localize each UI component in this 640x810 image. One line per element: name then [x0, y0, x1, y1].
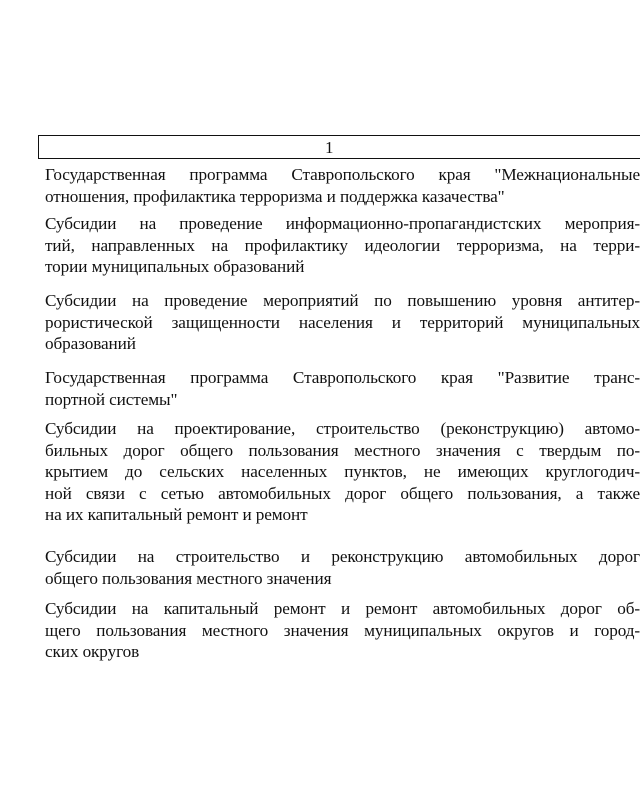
text-line: образований: [45, 334, 136, 353]
text-line: на их капитальный ремонт и ремонт: [45, 505, 308, 524]
text-line: тий, направленных на профилактику идеологии терроризма, на терри-: [45, 235, 640, 255]
text-line: ной связи с сетью автомобильных дорог общего пользования, а также: [45, 483, 640, 503]
column-number: 1: [325, 138, 334, 157]
text-line: Государственная программа Ставропольского края "Развитие транс-: [45, 368, 640, 387]
table-header-row: [38, 135, 640, 159]
text-line: щего пользования местного значения муниципальных округов и город-: [45, 620, 640, 640]
text-line: Субсидии на строительство и реконструкцию автомобильных дорог: [45, 547, 640, 566]
subsidy-road-construction: [45, 546, 640, 589]
text-line: рористической защищенности населения и территорий муниципальных: [45, 312, 640, 332]
text-line: крытием до сельских населенных пунктов, не имеющих круглогодич-: [45, 462, 640, 481]
subsidy-road-repair: [45, 598, 640, 663]
text-line: портной системы": [45, 389, 178, 409]
program-title-interethnic: [45, 164, 640, 207]
text-line: Субсидии на капитальный ремонт и ремонт автомобильных дорог об-: [45, 599, 640, 618]
program-title-transport: [45, 367, 640, 410]
text-line: тории муниципальных образований: [45, 257, 305, 276]
text-line: Государственная программа Ставропольского края "Межнациональные: [45, 165, 640, 184]
subsidy-antiterror-protection: [45, 290, 640, 355]
text-line: Субсидии на проведение мероприятий по повышению уровня антитер-: [45, 291, 640, 310]
text-line: Субсидии на проектирование, строительство (реконструкцию) автомо-: [45, 419, 640, 438]
text-line: бильных дорог общего пользования местного значения с твердым по-: [45, 440, 640, 460]
subsidy-road-design: [45, 418, 640, 526]
subsidy-antiterror-propaganda: [45, 213, 640, 278]
text-line: общего пользования местного значения: [45, 568, 332, 588]
text-line: отношения, профилактика терроризма и поддержка казачества": [45, 186, 505, 206]
text-line: Субсидии на проведение информационно-пропагандистских мероприя-: [45, 214, 640, 233]
text-line: ских округов: [45, 642, 140, 661]
